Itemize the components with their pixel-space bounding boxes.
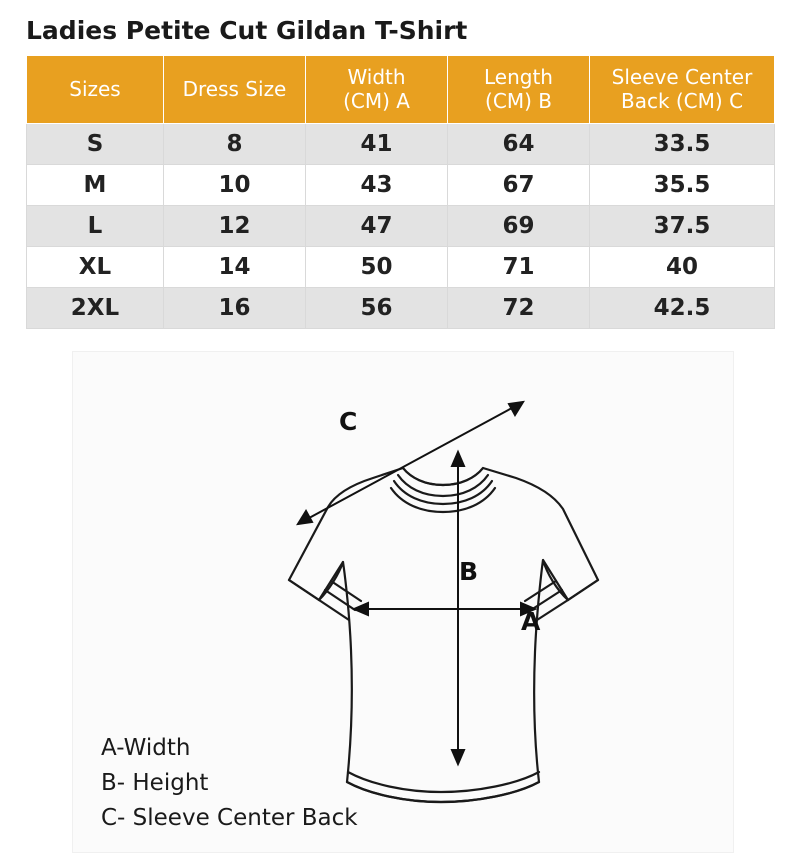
cell-sleeve: 42.5 bbox=[590, 287, 775, 328]
cell-width: 41 bbox=[306, 123, 448, 164]
measure-arrow-b-bottom bbox=[452, 750, 464, 764]
cell-dress-size: 12 bbox=[164, 205, 306, 246]
column-header-sleeve-center-back bbox=[590, 56, 775, 124]
cell-width: 47 bbox=[306, 205, 448, 246]
size-table-container bbox=[0, 55, 800, 329]
cell-sleeve: 40 bbox=[590, 246, 775, 287]
cell-dress-size: 16 bbox=[164, 287, 306, 328]
size-chart-table bbox=[26, 55, 775, 329]
table-row bbox=[27, 123, 775, 164]
table-row bbox=[27, 246, 775, 287]
table-row bbox=[27, 164, 775, 205]
column-header-line: (CM) A bbox=[343, 89, 410, 114]
cell-length: 67 bbox=[448, 164, 590, 205]
page-title: Ladies Petite Cut Gildan T-Shirt bbox=[26, 16, 468, 45]
cell-dress-size: 14 bbox=[164, 246, 306, 287]
tshirt-diagram bbox=[72, 351, 734, 853]
column-header-line: Width bbox=[347, 65, 406, 89]
right-sleeve-edge bbox=[568, 580, 598, 600]
measure-arrow-c-bottom bbox=[298, 511, 312, 524]
cell-size: M bbox=[27, 164, 164, 205]
cell-dress-size: 10 bbox=[164, 164, 306, 205]
column-header-length bbox=[448, 56, 590, 124]
column-header-line: Length bbox=[484, 65, 553, 89]
cell-sleeve: 33.5 bbox=[590, 123, 775, 164]
label-b: B bbox=[459, 556, 479, 586]
measure-arrow-c-top bbox=[509, 402, 523, 415]
cell-length: 69 bbox=[448, 205, 590, 246]
label-a: A bbox=[521, 606, 541, 636]
cell-size: S bbox=[27, 123, 164, 164]
cell-size: L bbox=[27, 205, 164, 246]
column-header-line: Back (CM) C bbox=[620, 89, 744, 114]
cell-width: 43 bbox=[306, 164, 448, 205]
table-row bbox=[27, 205, 775, 246]
table-body bbox=[27, 123, 775, 328]
cell-length: 72 bbox=[448, 287, 590, 328]
column-header-line: Sleeve Center bbox=[611, 65, 753, 89]
cell-length: 71 bbox=[448, 246, 590, 287]
cell-size: 2XL bbox=[27, 287, 164, 328]
column-header-line: (CM) B bbox=[485, 89, 552, 114]
cell-sleeve: 37.5 bbox=[590, 205, 775, 246]
cell-size: XL bbox=[27, 246, 164, 287]
measure-arrow-b-top bbox=[452, 452, 464, 466]
column-header-sizes bbox=[27, 56, 164, 124]
table-header-row bbox=[27, 56, 775, 124]
collar-outer bbox=[403, 468, 483, 485]
table-row bbox=[27, 287, 775, 328]
column-header-line: Dress Size bbox=[182, 77, 287, 102]
collar-rib-3 bbox=[391, 488, 495, 512]
measure-arrow-a-left bbox=[354, 603, 368, 615]
column-header-line: Sizes bbox=[69, 77, 121, 102]
cell-length: 64 bbox=[448, 123, 590, 164]
legend-item-sleeve: C- Sleeve Center Back bbox=[101, 804, 358, 831]
hem-line-2 bbox=[348, 772, 539, 792]
legend-item-width: A-Width bbox=[101, 734, 191, 761]
cell-width: 56 bbox=[306, 287, 448, 328]
cell-dress-size: 8 bbox=[164, 123, 306, 164]
label-c: C bbox=[339, 406, 358, 436]
cell-width: 50 bbox=[306, 246, 448, 287]
cell-sleeve: 35.5 bbox=[590, 164, 775, 205]
column-header-width bbox=[306, 56, 448, 124]
column-header-dress-size bbox=[164, 56, 306, 124]
table-header bbox=[27, 56, 775, 124]
measurement-legend bbox=[101, 731, 358, 836]
legend-item-height: B- Height bbox=[101, 769, 209, 796]
left-sleeve-edge bbox=[289, 580, 319, 600]
